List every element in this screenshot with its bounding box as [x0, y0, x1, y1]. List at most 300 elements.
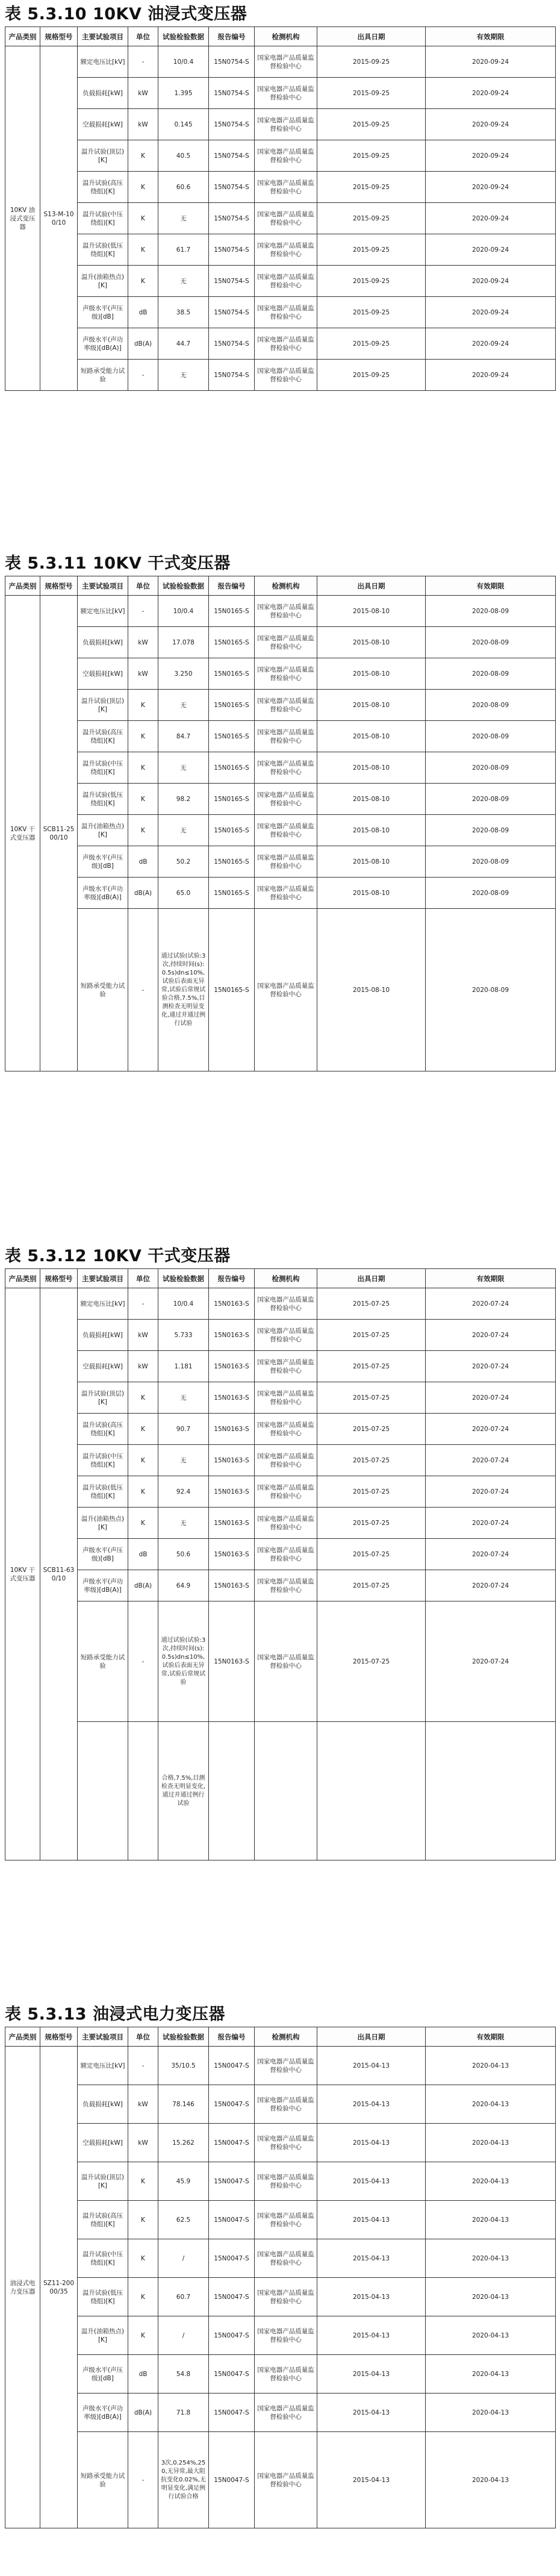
issue-date: 2015-08-10 [317, 878, 426, 909]
column-header: 出具日期 [317, 1269, 426, 1288]
table-row [5, 2394, 556, 2432]
column-header: 产品类别 [5, 1269, 40, 1288]
column-header: 主要试验项目 [78, 27, 128, 46]
unit: K [128, 1445, 158, 1476]
column-header: 出具日期 [317, 576, 426, 596]
issue-date: 2015-04-13 [317, 2162, 426, 2201]
issue-date: 2015-04-13 [317, 2201, 426, 2239]
issue-date: 2015-07-25 [317, 1351, 426, 1382]
testing-org: 国家电器产品质量监督检验中心 [255, 1601, 317, 1722]
table-row [5, 46, 556, 78]
valid-until: 2020-09-24 [426, 46, 556, 78]
model-spec: S13-M-100/10 [40, 46, 78, 391]
column-header: 单位 [128, 1269, 158, 1288]
test-item: 声级水平(声压级)[dB] [78, 297, 128, 328]
test-item: 温升(油箱热点)[K] [78, 1508, 128, 1539]
test-value: 无 [158, 360, 209, 391]
table-row [5, 1508, 556, 1539]
report-number: 15N0163-S [209, 1320, 255, 1351]
table-row [5, 172, 556, 203]
issue-date: 2015-04-13 [317, 2124, 426, 2162]
valid-until: 2020-07-24 [426, 1539, 556, 1570]
test-item: 温升试验(低压绕组)[K] [78, 1476, 128, 1508]
testing-org: 国家电器产品质量监督检验中心 [255, 815, 317, 846]
unit: - [128, 360, 158, 391]
column-header: 报告编号 [209, 576, 255, 596]
section-title: 表 5.3.10 10KV 油浸式变压器 [5, 5, 247, 23]
unit: K [128, 2316, 158, 2355]
report-number: 15N0047-S [209, 2201, 255, 2239]
testing-org: 国家电器产品质量监督检验中心 [255, 2316, 317, 2355]
table-row [5, 1476, 556, 1508]
report-number: 15N0754-S [209, 46, 255, 78]
column-header: 主要试验项目 [78, 2027, 128, 2047]
unit: K [128, 1476, 158, 1508]
test-item: 空载损耗[kW] [78, 2124, 128, 2162]
column-header: 主要试验项目 [78, 1269, 128, 1288]
testing-org: 国家电器产品质量监督检验中心 [255, 1445, 317, 1476]
issue-date: 2015-08-10 [317, 815, 426, 846]
test-value: 通过试验(试验:3次,持续时间(s):0.5s)dn≤10%,试验后表面无异常,试验后常规试验合格,7.5%,目测检查无明显变化,通过并通过例行试验 [158, 909, 209, 1071]
empty-cell [78, 1722, 128, 1860]
column-header: 试验检验数据 [158, 576, 209, 596]
report-number: 15N0165-S [209, 846, 255, 878]
test-item: 声级水平(声压级)[dB] [78, 2355, 128, 2394]
table-row [5, 846, 556, 878]
table-row [5, 2201, 556, 2239]
column-header: 有效期限 [426, 27, 556, 46]
valid-until: 2020-09-24 [426, 172, 556, 203]
table-row [5, 2162, 556, 2201]
report-number: 15N0754-S [209, 203, 255, 234]
testing-org: 国家电器产品质量监督检验中心 [255, 234, 317, 266]
testing-org: 国家电器产品质量监督检验中心 [255, 846, 317, 878]
testing-org: 国家电器产品质量监督检验中心 [255, 297, 317, 328]
issue-date: 2015-09-25 [317, 78, 426, 109]
test-item: 温升试验(顶层)[K] [78, 140, 128, 172]
unit: kW [128, 1320, 158, 1351]
valid-until: 2020-08-09 [426, 627, 556, 658]
issue-date: 2015-08-10 [317, 721, 426, 752]
table-row [5, 2316, 556, 2355]
test-value: / [158, 2316, 209, 2355]
table-row [5, 1570, 556, 1601]
table-row [5, 1382, 556, 1414]
unit: kW [128, 627, 158, 658]
report-number: 15N0163-S [209, 1476, 255, 1508]
testing-org: 国家电器产品质量监督检验中心 [255, 328, 317, 360]
table-row [5, 2239, 556, 2278]
report-number: 15N0163-S [209, 1570, 255, 1601]
valid-until: 2020-09-24 [426, 297, 556, 328]
testing-org: 国家电器产品质量监督检验中心 [255, 1570, 317, 1601]
test-value: 0.145 [158, 109, 209, 140]
report-number: 15N0754-S [209, 360, 255, 391]
test-item: 声级水平(声功率级)[dB(A)] [78, 328, 128, 360]
test-value: / [158, 2239, 209, 2278]
report-number: 15N0165-S [209, 627, 255, 658]
test-item: 负载损耗[kW] [78, 627, 128, 658]
issue-date: 2015-07-25 [317, 1476, 426, 1508]
column-header: 单位 [128, 576, 158, 596]
test-value: 1.395 [158, 78, 209, 109]
unit: dB(A) [128, 328, 158, 360]
test-item: 温升试验(高压绕组)[K] [78, 172, 128, 203]
column-header: 试验检验数据 [158, 27, 209, 46]
testing-org: 国家电器产品质量监督检验中心 [255, 1414, 317, 1445]
report-number: 15N0165-S [209, 596, 255, 627]
test-value: 3次,0.254%,250,无异常,最大阻抗变化0.02%,无明显变化,满足例行试验合格 [158, 2432, 209, 2528]
issue-date: 2015-04-13 [317, 2432, 426, 2528]
table-row [5, 297, 556, 328]
testing-org: 国家电器产品质量监督检验中心 [255, 2355, 317, 2394]
issue-date: 2015-04-13 [317, 2355, 426, 2394]
column-header: 规格型号 [40, 27, 78, 46]
issue-date: 2015-07-25 [317, 1508, 426, 1539]
testing-org: 国家电器产品质量监督检验中心 [255, 878, 317, 909]
table-row [5, 721, 556, 752]
testing-org: 国家电器产品质量监督检验中心 [255, 721, 317, 752]
test-item: 负载损耗[kW] [78, 78, 128, 109]
valid-until: 2020-04-13 [426, 2316, 556, 2355]
table-row [5, 1539, 556, 1570]
valid-until: 2020-04-13 [426, 2394, 556, 2432]
test-item: 温升试验(低压绕组)[K] [78, 784, 128, 815]
table-row [5, 1722, 556, 1860]
empty-cell [128, 1722, 158, 1860]
valid-until: 2020-07-24 [426, 1414, 556, 1445]
report-number: 15N0163-S [209, 1351, 255, 1382]
report-number: 15N0754-S [209, 140, 255, 172]
test-value: 54.8 [158, 2355, 209, 2394]
test-item: 温升(油箱热点)[K] [78, 266, 128, 297]
spec-table [5, 576, 556, 1071]
column-header: 检测机构 [255, 576, 317, 596]
unit: K [128, 266, 158, 297]
table-row [5, 1288, 556, 1320]
report-number: 15N0163-S [209, 1508, 255, 1539]
issue-date: 2015-09-25 [317, 360, 426, 391]
model-spec: SCB11-630/10 [40, 1288, 78, 1860]
testing-org: 国家电器产品质量监督检验中心 [255, 658, 317, 690]
test-item: 温升(油箱热点)[K] [78, 815, 128, 846]
report-number: 15N0047-S [209, 2394, 255, 2432]
test-value: 62.5 [158, 2201, 209, 2239]
table-row [5, 234, 556, 266]
table-row [5, 78, 556, 109]
table-row [5, 1445, 556, 1476]
test-value: 90.7 [158, 1414, 209, 1445]
unit: - [128, 1288, 158, 1320]
issue-date: 2015-04-13 [317, 2085, 426, 2124]
test-value: 50.6 [158, 1539, 209, 1570]
report-number: 15N0047-S [209, 2085, 255, 2124]
test-value: 合格,7.5%,目测检查无明显变化,通过并通过例行试验 [158, 1722, 209, 1860]
empty-cell [426, 1722, 556, 1860]
test-value: 98.2 [158, 784, 209, 815]
report-number: 15N0165-S [209, 690, 255, 721]
test-item: 短路承受能力试验 [78, 360, 128, 391]
report-number: 15N0047-S [209, 2432, 255, 2528]
testing-org: 国家电器产品质量监督检验中心 [255, 2124, 317, 2162]
report-number: 15N0047-S [209, 2162, 255, 2201]
testing-org: 国家电器产品质量监督检验中心 [255, 2047, 317, 2085]
table-row [5, 203, 556, 234]
valid-until: 2020-09-24 [426, 78, 556, 109]
valid-until: 2020-08-09 [426, 658, 556, 690]
test-value: 50.2 [158, 846, 209, 878]
valid-until: 2020-09-24 [426, 234, 556, 266]
unit: - [128, 46, 158, 78]
report-number: 15N0165-S [209, 721, 255, 752]
column-header: 报告编号 [209, 1269, 255, 1288]
report-number: 15N0754-S [209, 109, 255, 140]
table-row [5, 109, 556, 140]
header-row [5, 1269, 556, 1288]
unit: K [128, 2201, 158, 2239]
test-value: 无 [158, 266, 209, 297]
valid-until: 2020-08-09 [426, 721, 556, 752]
section-table-5-3-11 [5, 552, 555, 1071]
column-header: 有效期限 [426, 576, 556, 596]
test-item: 短路承受能力试验 [78, 909, 128, 1071]
valid-until: 2020-04-13 [426, 2278, 556, 2316]
issue-date: 2015-09-25 [317, 203, 426, 234]
section-table-5-3-10 [5, 2, 555, 391]
testing-org: 国家电器产品质量监督检验中心 [255, 2085, 317, 2124]
valid-until: 2020-07-24 [426, 1351, 556, 1382]
column-header: 产品类别 [5, 576, 40, 596]
issue-date: 2015-09-25 [317, 234, 426, 266]
issue-date: 2015-07-25 [317, 1539, 426, 1570]
test-value: 60.6 [158, 172, 209, 203]
table-row [5, 140, 556, 172]
valid-until: 2020-08-09 [426, 815, 556, 846]
test-value: 78.146 [158, 2085, 209, 2124]
column-header: 报告编号 [209, 2027, 255, 2047]
test-item: 温升试验(低压绕组)[K] [78, 234, 128, 266]
report-number: 15N0165-S [209, 784, 255, 815]
testing-org: 国家电器产品质量监督检验中心 [255, 596, 317, 627]
column-header: 产品类别 [5, 27, 40, 46]
column-header: 单位 [128, 2027, 158, 2047]
testing-org: 国家电器产品质量监督检验中心 [255, 266, 317, 297]
valid-until: 2020-08-09 [426, 690, 556, 721]
table-row [5, 658, 556, 690]
valid-until: 2020-08-09 [426, 752, 556, 784]
testing-org: 国家电器产品质量监督检验中心 [255, 109, 317, 140]
column-header: 报告编号 [209, 27, 255, 46]
unit: K [128, 2162, 158, 2201]
test-value: 15.262 [158, 2124, 209, 2162]
test-item: 额定电压比[kV] [78, 596, 128, 627]
test-value: 92.4 [158, 1476, 209, 1508]
testing-org: 国家电器产品质量监督检验中心 [255, 78, 317, 109]
unit: dB(A) [128, 1570, 158, 1601]
report-number: 15N0165-S [209, 752, 255, 784]
test-value: 35/10.5 [158, 2047, 209, 2085]
table-row [5, 690, 556, 721]
model-spec: SZ11-20000/35 [40, 2047, 78, 2528]
report-number: 15N0165-S [209, 658, 255, 690]
issue-date: 2015-07-25 [317, 1414, 426, 1445]
test-value: 10/0.4 [158, 596, 209, 627]
testing-org: 国家电器产品质量监督检验中心 [255, 690, 317, 721]
section-table-5-3-12 [5, 1244, 555, 1860]
unit: K [128, 234, 158, 266]
table-row [5, 909, 556, 1071]
report-number: 15N0047-S [209, 2124, 255, 2162]
spec-table [5, 27, 556, 391]
test-item: 温升试验(中压绕组)[K] [78, 2239, 128, 2278]
table-row [5, 596, 556, 627]
column-header: 检测机构 [255, 2027, 317, 2047]
table-row [5, 2085, 556, 2124]
test-item: 空载损耗[kW] [78, 1351, 128, 1382]
unit: - [128, 2047, 158, 2085]
unit: dB [128, 1539, 158, 1570]
report-number: 15N0754-S [209, 328, 255, 360]
test-value: 无 [158, 1508, 209, 1539]
table-row [5, 360, 556, 391]
unit: kW [128, 78, 158, 109]
testing-org: 国家电器产品质量监督检验中心 [255, 2162, 317, 2201]
valid-until: 2020-04-13 [426, 2432, 556, 2528]
empty-cell [209, 1722, 255, 1860]
table-row [5, 1320, 556, 1351]
table-row [5, 752, 556, 784]
valid-until: 2020-09-24 [426, 203, 556, 234]
testing-org: 国家电器产品质量监督检验中心 [255, 1476, 317, 1508]
column-header: 产品类别 [5, 2027, 40, 2047]
unit: - [128, 1601, 158, 1722]
unit: kW [128, 1351, 158, 1382]
report-number: 15N0163-S [209, 1288, 255, 1320]
issue-date: 2015-07-25 [317, 1570, 426, 1601]
header-row [5, 2027, 556, 2047]
test-item: 温升试验(高压绕组)[K] [78, 2201, 128, 2239]
test-item: 声级水平(声压级)[dB] [78, 1539, 128, 1570]
issue-date: 2015-07-25 [317, 1445, 426, 1476]
testing-org: 国家电器产品质量监督检验中心 [255, 2239, 317, 2278]
test-item: 温升试验(中压绕组)[K] [78, 203, 128, 234]
testing-org: 国家电器产品质量监督检验中心 [255, 2278, 317, 2316]
unit: K [128, 140, 158, 172]
column-header: 检测机构 [255, 1269, 317, 1288]
report-number: 15N0047-S [209, 2355, 255, 2394]
issue-date: 2015-08-10 [317, 846, 426, 878]
testing-org: 国家电器产品质量监督检验中心 [255, 2201, 317, 2239]
testing-org: 国家电器产品质量监督检验中心 [255, 172, 317, 203]
issue-date: 2015-07-25 [317, 1320, 426, 1351]
spec-table [5, 1268, 556, 1860]
unit: dB [128, 297, 158, 328]
spec-table [5, 2027, 556, 2528]
testing-org: 国家电器产品质量监督检验中心 [255, 1288, 317, 1320]
column-header: 试验检验数据 [158, 2027, 209, 2047]
unit: kW [128, 2124, 158, 2162]
valid-until: 2020-04-13 [426, 2201, 556, 2239]
valid-until: 2020-07-24 [426, 1445, 556, 1476]
test-value: 无 [158, 203, 209, 234]
unit: K [128, 1414, 158, 1445]
test-item: 短路承受能力试验 [78, 2432, 128, 2528]
issue-date: 2015-07-25 [317, 1288, 426, 1320]
test-item: 声级水平(声功率级)[dB(A)] [78, 878, 128, 909]
table-row [5, 328, 556, 360]
report-number: 15N0047-S [209, 2278, 255, 2316]
test-value: 61.7 [158, 234, 209, 266]
valid-until: 2020-07-24 [426, 1320, 556, 1351]
test-value: 1.181 [158, 1351, 209, 1382]
valid-until: 2020-07-24 [426, 1382, 556, 1414]
test-value: 10/0.4 [158, 46, 209, 78]
test-value: 71.8 [158, 2394, 209, 2432]
unit: K [128, 815, 158, 846]
issue-date: 2015-09-25 [317, 328, 426, 360]
test-value: 60.7 [158, 2278, 209, 2316]
valid-until: 2020-04-13 [426, 2355, 556, 2394]
column-header: 主要试验项目 [78, 576, 128, 596]
issue-date: 2015-04-13 [317, 2316, 426, 2355]
test-value: 40.5 [158, 140, 209, 172]
column-header: 单位 [128, 27, 158, 46]
testing-org: 国家电器产品质量监督检验中心 [255, 2432, 317, 2528]
unit: K [128, 1508, 158, 1539]
table-row [5, 2278, 556, 2316]
unit: dB(A) [128, 2394, 158, 2432]
column-header: 规格型号 [40, 1269, 78, 1288]
unit: - [128, 909, 158, 1071]
test-value: 无 [158, 1382, 209, 1414]
test-value: 无 [158, 815, 209, 846]
issue-date: 2015-04-13 [317, 2394, 426, 2432]
test-item: 温升(油箱热点)[K] [78, 2316, 128, 2355]
unit: dB [128, 846, 158, 878]
product-category: 10KV 干式变压器 [5, 1288, 40, 1860]
valid-until: 2020-07-24 [426, 1570, 556, 1601]
unit: kW [128, 2085, 158, 2124]
report-number: 15N0163-S [209, 1445, 255, 1476]
test-value: 17.078 [158, 627, 209, 658]
test-item: 额定电压比[kV] [78, 46, 128, 78]
report-number: 15N0754-S [209, 172, 255, 203]
issue-date: 2015-09-25 [317, 297, 426, 328]
testing-org: 国家电器产品质量监督检验中心 [255, 627, 317, 658]
test-item: 温升试验(中压绕组)[K] [78, 1445, 128, 1476]
test-value: 3.250 [158, 658, 209, 690]
test-item: 温升试验(高压绕组)[K] [78, 721, 128, 752]
test-value: 10/0.4 [158, 1288, 209, 1320]
empty-cell [317, 1722, 426, 1860]
test-item: 空载损耗[kW] [78, 109, 128, 140]
column-header: 出具日期 [317, 2027, 426, 2047]
test-value: 45.9 [158, 2162, 209, 2201]
issue-date: 2015-09-25 [317, 172, 426, 203]
column-header: 有效期限 [426, 1269, 556, 1288]
header-row [5, 576, 556, 596]
report-number: 15N0754-S [209, 297, 255, 328]
valid-until: 2020-08-09 [426, 878, 556, 909]
test-item: 声级水平(声功率级)[dB(A)] [78, 2394, 128, 2432]
valid-until: 2020-04-13 [426, 2124, 556, 2162]
issue-date: 2015-08-10 [317, 658, 426, 690]
section-table-5-3-13 [5, 2003, 555, 2528]
issue-date: 2015-04-13 [317, 2239, 426, 2278]
table-row [5, 266, 556, 297]
testing-org: 国家电器产品质量监督检验中心 [255, 909, 317, 1071]
test-item: 声级水平(声压级)[dB] [78, 846, 128, 878]
